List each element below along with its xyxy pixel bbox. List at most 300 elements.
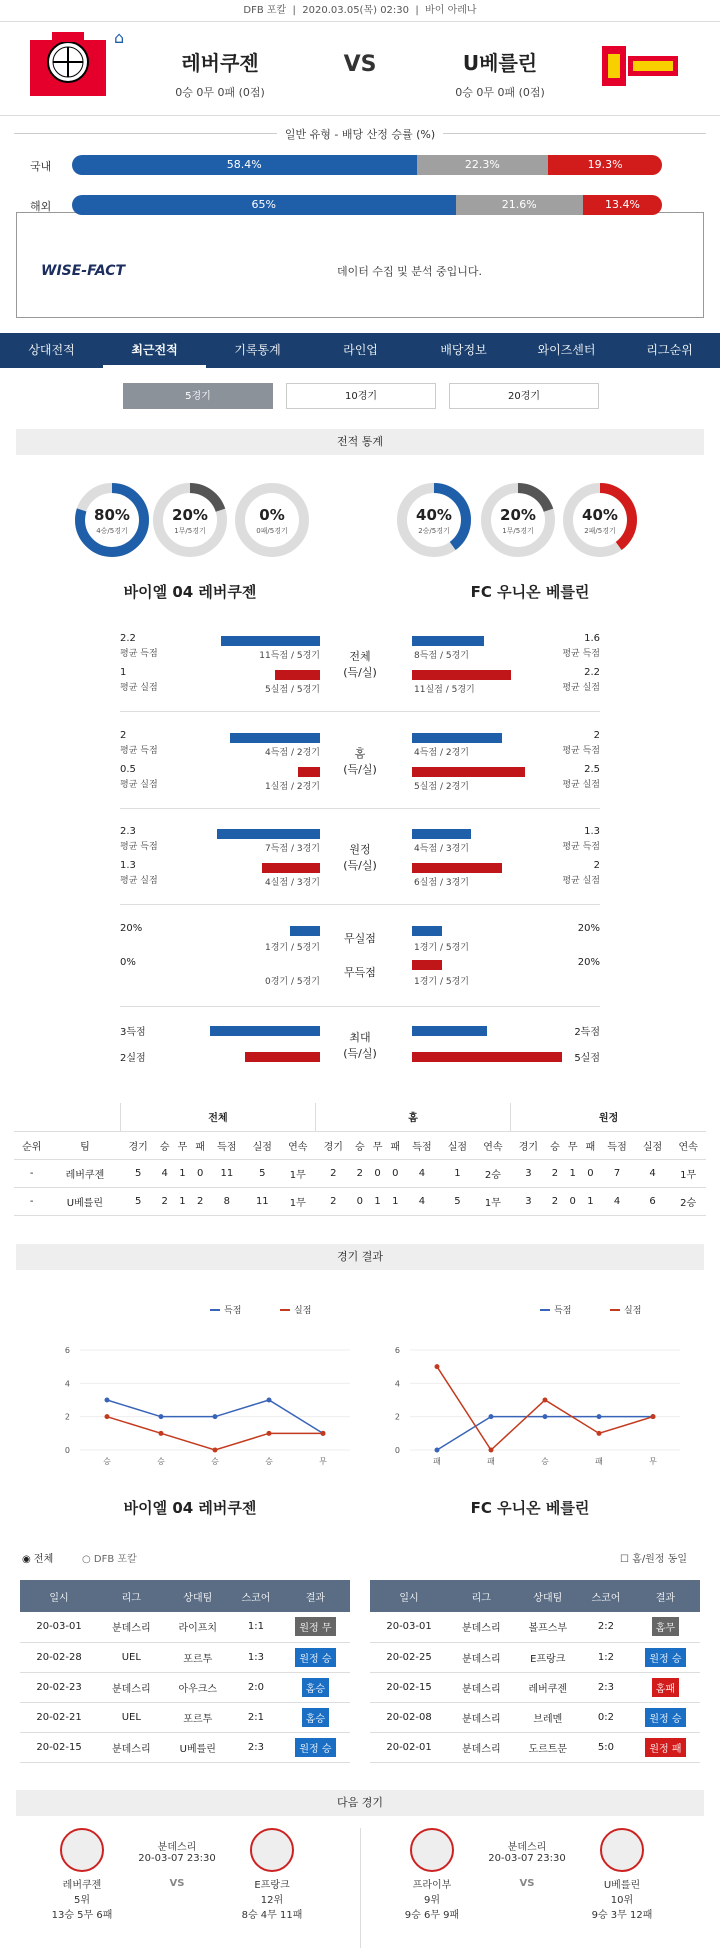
result-opponent[interactable]: 브레멘: [515, 1702, 581, 1732]
odds-home-bar: 65%: [72, 195, 456, 215]
y-tick-label: 0: [394, 1446, 400, 1455]
stat-count: 4실점 / 3경기: [265, 878, 320, 888]
next-league: 분데스리: [507, 1842, 547, 1853]
next-team-record: 13승 5무 6패: [51, 1910, 113, 1921]
result-score: 0:2: [581, 1702, 631, 1732]
data-point: [489, 1448, 494, 1453]
stat-donut: [394, 480, 474, 560]
rank-cell: 1: [582, 1187, 600, 1215]
rank-cell: 2: [351, 1159, 369, 1187]
x-tick-label: 패: [595, 1457, 603, 1466]
result-badge-cell: [281, 1732, 350, 1762]
rank-cell: 1무: [280, 1159, 315, 1187]
team-logo-icon: [410, 1828, 454, 1872]
rank-cell: 1무: [475, 1187, 510, 1215]
stat-bar: [217, 829, 321, 839]
subtab-0[interactable]: 5경기: [123, 383, 273, 409]
results-col-header: 리그: [448, 1580, 514, 1612]
rank-cell: -: [14, 1187, 49, 1215]
stat-value: 2.3: [120, 826, 136, 837]
rank-col-header: 승: [156, 1131, 174, 1159]
next-opp-name: U베를린: [603, 1880, 641, 1891]
result-score: 1:3: [231, 1642, 281, 1672]
rank-col-header: 팀: [49, 1131, 120, 1159]
donut-count: 1무/5경기: [174, 527, 206, 535]
result-date: 20-02-15: [20, 1732, 98, 1762]
home-recent-results: [20, 1580, 350, 1763]
data-point: [267, 1431, 272, 1436]
y-tick-label: 6: [64, 1346, 70, 1355]
tab-5[interactable]: 와이즈센터: [537, 343, 596, 357]
data-point: [435, 1364, 440, 1369]
next-team[interactable]: [392, 1828, 472, 1921]
data-point: [267, 1398, 272, 1403]
stats-title: 전적 통계: [16, 429, 704, 455]
rank-col-header: 실점: [245, 1131, 280, 1159]
next-match-title: 다음 경기: [16, 1790, 704, 1816]
rank-cell: 3: [511, 1159, 546, 1187]
rank-cell: 5: [120, 1159, 155, 1187]
stat-label: 평균 실점: [562, 683, 600, 693]
rank-cell: 7: [599, 1159, 634, 1187]
table-row: [20, 1642, 350, 1672]
stat-bar: [412, 863, 502, 873]
result-badge: 원정 무: [295, 1617, 335, 1636]
x-tick-label: 패: [487, 1457, 495, 1466]
stat-count: 6실점 / 3경기: [414, 878, 469, 888]
rank-col-header: 승: [546, 1131, 564, 1159]
donut-percent: 80%: [94, 506, 130, 524]
rank-col-header: 무: [369, 1131, 387, 1159]
data-point: [543, 1398, 548, 1403]
same-venue-checkbox[interactable]: ☐ 홈/원정 동일: [620, 1554, 688, 1565]
result-opponent[interactable]: 레버쿠젠: [515, 1672, 581, 1702]
next-match-info: [472, 1838, 582, 1889]
misc-away-bar: [412, 960, 442, 970]
union-berlin-logo: [600, 32, 680, 104]
subtab-1[interactable]: 10경기: [286, 383, 436, 409]
opponent-logo-icon: [250, 1828, 294, 1872]
data-point: [159, 1431, 164, 1436]
result-league: 분데스리: [448, 1612, 514, 1642]
tab-1[interactable]: 최근전적: [103, 333, 206, 368]
rank-cell: 2: [316, 1159, 351, 1187]
result-score: 2:0: [231, 1672, 281, 1702]
x-tick-label: 패: [433, 1457, 441, 1466]
max-home-for: 3득점: [120, 1027, 146, 1038]
stat-count: 5실점 / 5경기: [265, 685, 320, 695]
donut-percent: 40%: [582, 506, 618, 524]
stat-bar: [412, 636, 484, 646]
odds-home-bar: 58.4%: [72, 155, 417, 175]
result-opponent[interactable]: 볼프스부: [515, 1612, 581, 1642]
max-away-for-bar: [412, 1026, 487, 1036]
filter-radio-all[interactable]: ◉ 전체: [22, 1554, 54, 1565]
rank-cell[interactable]: U베를린: [49, 1187, 120, 1215]
table-row: [370, 1672, 700, 1702]
donut-percent: 20%: [500, 506, 536, 524]
stat-category: 원정: [349, 843, 371, 856]
result-score: 2:2: [581, 1612, 631, 1642]
rank-cell: 4: [404, 1187, 439, 1215]
result-badge-cell: [631, 1702, 700, 1732]
rank-cell: 1무: [280, 1187, 315, 1215]
max-category: 최대: [349, 1031, 371, 1044]
result-score: 1:1: [231, 1612, 281, 1642]
odds-row-label: 해외: [30, 200, 52, 213]
rank-col-header: 무: [564, 1131, 582, 1159]
stat-donut: [150, 480, 230, 560]
y-tick-label: 2: [64, 1412, 70, 1422]
stat-label: 평균 실점: [120, 876, 158, 886]
misc-home-value: 0%: [120, 957, 136, 968]
odds-row-label: 국내: [30, 160, 52, 173]
home-icon[interactable]: ⌂: [114, 28, 125, 47]
max-away-against: 5실점: [574, 1053, 600, 1064]
next-team-rank: 5위: [73, 1895, 91, 1906]
result-league: UEL: [98, 1642, 164, 1672]
filter-radio-cup[interactable]: ○ DFB 포칼: [82, 1554, 137, 1565]
stat-bar: [298, 767, 321, 777]
max-home-against-bar: [245, 1052, 320, 1062]
wise-fact-message: 데이터 수집 및 분석 중입니다.: [337, 265, 482, 278]
rank-cell: 2: [316, 1187, 351, 1215]
table-row: [370, 1642, 700, 1672]
next-opp-record: 9승 3무 12패: [591, 1910, 653, 1921]
rank-cell: 11: [209, 1159, 244, 1187]
rank-group-header: 전체: [120, 1103, 315, 1131]
tab-3[interactable]: 라인업: [343, 343, 378, 357]
main-tabs: [0, 333, 720, 368]
result-opponent[interactable]: U베를린: [165, 1732, 231, 1762]
rank-cell: 2승: [670, 1187, 706, 1215]
stat-value: 2.2: [584, 667, 600, 678]
rank-group-header: 원정: [511, 1103, 706, 1131]
result-badge: 원정 승: [295, 1738, 335, 1757]
stat-count: 11실점 / 5경기: [414, 685, 475, 695]
misc-home-value: 20%: [120, 923, 143, 934]
max-away-for: 2득점: [574, 1027, 600, 1038]
stadium-label: 바이 아레나: [425, 5, 477, 16]
misc-away-value: 20%: [577, 957, 600, 968]
rank-cell: 4: [599, 1187, 634, 1215]
stat-value: 2.2: [120, 633, 136, 644]
result-date: 20-02-21: [20, 1702, 98, 1732]
results-col-header: 스코어: [231, 1580, 281, 1612]
stat-bar: [221, 636, 320, 646]
result-badge: 원정 승: [295, 1648, 335, 1667]
stat-label: 평균 득점: [120, 746, 158, 756]
data-point: [321, 1431, 326, 1436]
chart-home-name: 바이엘 04 레버쿠젠: [123, 1499, 257, 1517]
tab-2[interactable]: 기록통계: [234, 343, 281, 357]
result-league: 분데스리: [448, 1732, 514, 1762]
misc-category: 무득점: [344, 966, 376, 979]
misc-home-count: 1경기 / 5경기: [265, 943, 320, 953]
result-score: 2:3: [581, 1672, 631, 1702]
rank-cell: 0: [386, 1159, 404, 1187]
stat-value: 1.3: [584, 826, 600, 837]
result-opponent[interactable]: 포르투: [165, 1642, 231, 1672]
stat-label: 평균 실점: [562, 876, 600, 886]
next-league: 분데스리: [157, 1842, 197, 1853]
next-opp-name: E프랑크: [254, 1880, 290, 1891]
standings-table: [14, 1103, 706, 1216]
result-opponent[interactable]: 아우크스: [165, 1672, 231, 1702]
max-home-for-bar: [210, 1026, 320, 1036]
stat-label: 평균 실점: [120, 780, 158, 790]
rank-cell: 4: [635, 1159, 670, 1187]
misc-away-bar: [412, 926, 442, 936]
series-line: [107, 1417, 323, 1450]
rank-col-header: 득점: [209, 1131, 244, 1159]
result-badge: 홈승: [302, 1708, 329, 1727]
result-badge: 홈패: [652, 1678, 679, 1697]
donut-count: 1무/5경기: [502, 527, 534, 535]
radio-icon: ○: [82, 1554, 91, 1565]
donut-count: 0패/5경기: [256, 527, 288, 535]
stat-donut: [232, 480, 312, 560]
rank-col-header: 실점: [635, 1131, 670, 1159]
stat-donut: [72, 480, 152, 560]
data-point: [435, 1448, 440, 1453]
rank-col-header: 연속: [475, 1131, 510, 1159]
donut-count: 2승/5경기: [418, 527, 450, 535]
rank-cell: 0: [564, 1187, 582, 1215]
stats-home-name: 바이엘 04 레버쿠젠: [123, 583, 257, 601]
result-league: 분데스리: [98, 1672, 164, 1702]
team-logo-icon: [60, 1828, 104, 1872]
misc-away-count: 1경기 / 5경기: [414, 943, 469, 953]
y-tick-label: 6: [394, 1346, 400, 1355]
rank-cell: -: [14, 1159, 49, 1187]
result-opponent[interactable]: 포르투: [165, 1702, 231, 1732]
stat-label: 평균 실점: [562, 780, 600, 790]
home-results-chart: [40, 1290, 370, 1480]
result-date: 20-02-23: [20, 1672, 98, 1702]
misc-home-bar: [290, 926, 320, 936]
wise-fact-box: [16, 212, 704, 318]
result-badge-cell: [631, 1642, 700, 1672]
rank-cell[interactable]: 레버쿠젠: [49, 1159, 120, 1187]
stats-away-name: FC 우니온 베를린: [470, 583, 590, 601]
table-row: [14, 1187, 706, 1215]
y-tick-label: 4: [394, 1379, 400, 1389]
next-opp-record: 8승 4무 11패: [241, 1910, 303, 1921]
rank-col-header: 승: [351, 1131, 369, 1159]
rank-col-header: 경기: [511, 1131, 546, 1159]
radio-checked-icon: ◉: [22, 1554, 31, 1565]
rank-cell: 5: [245, 1159, 280, 1187]
rank-cell: 1: [369, 1187, 387, 1215]
next-date: 20-03-07 23:30: [138, 1853, 216, 1864]
result-date: 20-03-01: [20, 1612, 98, 1642]
result-badge: 원정 승: [645, 1708, 685, 1727]
stat-label: 평균 득점: [562, 746, 600, 756]
stat-label: 평균 득점: [562, 842, 600, 852]
legend-label: 득점: [224, 1306, 242, 1316]
stat-bar: [412, 829, 471, 839]
rank-col-header: 득점: [599, 1131, 634, 1159]
stat-label: 평균 득점: [562, 649, 600, 659]
result-opponent[interactable]: E프랑크: [515, 1642, 581, 1672]
data-point: [651, 1414, 656, 1419]
next-team-record: 9승 6무 9패: [404, 1910, 460, 1921]
x-tick-label: 무: [319, 1457, 327, 1466]
stat-count: 4득점 / 2경기: [265, 748, 320, 758]
table-row: [20, 1702, 350, 1732]
rank-cell: 0: [369, 1159, 387, 1187]
result-league: 분데스리: [98, 1612, 164, 1642]
result-league: 분데스리: [448, 1672, 514, 1702]
result-badge: 홈승: [302, 1678, 329, 1697]
data-point: [159, 1414, 164, 1419]
data-point: [543, 1414, 548, 1419]
rank-col-header: 실점: [440, 1131, 475, 1159]
donut-percent: 20%: [172, 506, 208, 524]
match-header: [0, 22, 720, 116]
results-col-header: 결과: [631, 1580, 700, 1612]
next-date: 20-03-07 23:30: [488, 1853, 566, 1864]
result-date: 20-02-08: [370, 1702, 448, 1732]
match-datetime: 2020.03.05(목) 02:30: [302, 5, 410, 16]
rank-col-header: 득점: [404, 1131, 439, 1159]
stat-category: 전체: [349, 650, 371, 663]
legend-label: 득점: [554, 1306, 572, 1316]
misc-away-count: 1경기 / 5경기: [414, 977, 469, 987]
series-line: [437, 1367, 653, 1450]
rank-cell: 3: [511, 1187, 546, 1215]
rank-cell: 2: [191, 1187, 209, 1215]
table-row: [20, 1672, 350, 1702]
y-tick-label: 4: [64, 1379, 70, 1389]
rank-cell: 2승: [475, 1159, 510, 1187]
result-badge-cell: [281, 1702, 350, 1732]
stat-value: 2: [593, 860, 600, 871]
stat-value: 1.6: [584, 633, 600, 644]
next-opponent[interactable]: [232, 1828, 312, 1921]
result-badge: 원정 승: [645, 1648, 685, 1667]
data-point: [597, 1431, 602, 1436]
match-info-bar: DFB 포칼 | 2020.03.05(목) 02:30 | 바이 아레나: [0, 0, 720, 22]
y-tick-label: 2: [394, 1412, 400, 1422]
result-league: UEL: [98, 1702, 164, 1732]
table-row: [14, 1159, 706, 1187]
result-opponent[interactable]: 라이프치: [165, 1612, 231, 1642]
subtab-2[interactable]: 20경기: [449, 383, 599, 409]
rank-cell: 1: [564, 1159, 582, 1187]
result-opponent[interactable]: 도르트문: [515, 1732, 581, 1762]
rank-cell: 11: [245, 1187, 280, 1215]
result-badge: 원정 패: [645, 1738, 685, 1757]
tab-4[interactable]: 배당정보: [440, 343, 487, 357]
donut-count: 4승/5경기: [96, 527, 128, 535]
result-score: 2:1: [231, 1702, 281, 1732]
result-badge: 홈무: [652, 1617, 679, 1636]
results-col-header: 상대팀: [515, 1580, 581, 1612]
rank-cell: 0: [351, 1187, 369, 1215]
result-badge-cell: [631, 1612, 700, 1642]
series-line: [437, 1417, 653, 1450]
rank-cell: 4: [156, 1159, 174, 1187]
stat-category-sub: (득/실): [343, 666, 377, 679]
stat-value: 2: [120, 730, 127, 741]
result-date: 20-03-01: [370, 1612, 448, 1642]
rank-cell: 2: [546, 1187, 564, 1215]
stat-value: 1: [120, 667, 127, 678]
opponent-logo-icon: [600, 1828, 644, 1872]
stat-donut: [560, 480, 640, 560]
legend-label: 실점: [294, 1306, 312, 1316]
odds-away-bar: 19.3%: [548, 155, 662, 175]
leverkusen-logo: [28, 32, 108, 104]
rank-cell: 4: [404, 1159, 439, 1187]
stat-count: 7득점 / 3경기: [265, 844, 320, 854]
tab-6[interactable]: 리그순위: [646, 343, 693, 357]
stat-bar: [412, 733, 502, 743]
result-date: 20-02-25: [370, 1642, 448, 1672]
results-col-header: 일시: [20, 1580, 98, 1612]
results-col-header: 결과: [281, 1580, 350, 1612]
tab-0[interactable]: 상대전적: [28, 343, 75, 357]
donut-count: 2패/5경기: [584, 527, 616, 535]
rank-cell: 5: [440, 1187, 475, 1215]
x-tick-label: 승: [211, 1457, 219, 1466]
misc-away-value: 20%: [577, 923, 600, 934]
away-results-chart: [370, 1290, 700, 1480]
home-team-name[interactable]: 레버쿠젠: [181, 51, 259, 75]
stat-count: 11득점 / 5경기: [259, 651, 320, 661]
x-tick-label: 승: [103, 1457, 111, 1466]
donut-percent: 0%: [259, 506, 285, 524]
rank-cell: 2: [546, 1159, 564, 1187]
away-team-name[interactable]: U베를린: [462, 51, 538, 75]
next-match-info: [122, 1838, 232, 1889]
rank-col-header: 연속: [280, 1131, 315, 1159]
table-row: [370, 1612, 700, 1642]
result-badge-cell: [281, 1642, 350, 1672]
next-team-name: 프라이부: [412, 1880, 452, 1891]
stat-bar: [412, 767, 525, 777]
table-row: [370, 1732, 700, 1762]
wise-fact-logo: WISE-FACT: [41, 263, 126, 279]
data-point: [105, 1414, 110, 1419]
rank-cell: 1: [440, 1159, 475, 1187]
stat-category: 홈: [354, 747, 366, 760]
odds-away-bar: 13.4%: [583, 195, 662, 215]
next-vs: VS: [169, 1878, 185, 1889]
rank-col-header: 패: [191, 1131, 209, 1159]
rank-cell: 2: [156, 1187, 174, 1215]
next-team[interactable]: [42, 1828, 122, 1921]
table-row: [370, 1702, 700, 1732]
rank-col-header: 경기: [316, 1131, 351, 1159]
rank-cell: 0: [191, 1159, 209, 1187]
result-league: 분데스리: [448, 1642, 514, 1672]
result-date: 20-02-28: [20, 1642, 98, 1672]
legend-label: 실점: [624, 1306, 642, 1316]
next-opponent[interactable]: [582, 1828, 662, 1921]
stat-value: 1.3: [120, 860, 136, 871]
next-vs: VS: [519, 1878, 535, 1889]
stat-label: 평균 득점: [120, 649, 158, 659]
rank-cell: 1: [174, 1159, 192, 1187]
misc-home-count: 0경기 / 5경기: [265, 977, 320, 987]
stat-bar: [230, 733, 320, 743]
rank-col-header: 경기: [120, 1131, 155, 1159]
data-point: [489, 1414, 494, 1419]
y-tick-label: 0: [64, 1446, 70, 1455]
